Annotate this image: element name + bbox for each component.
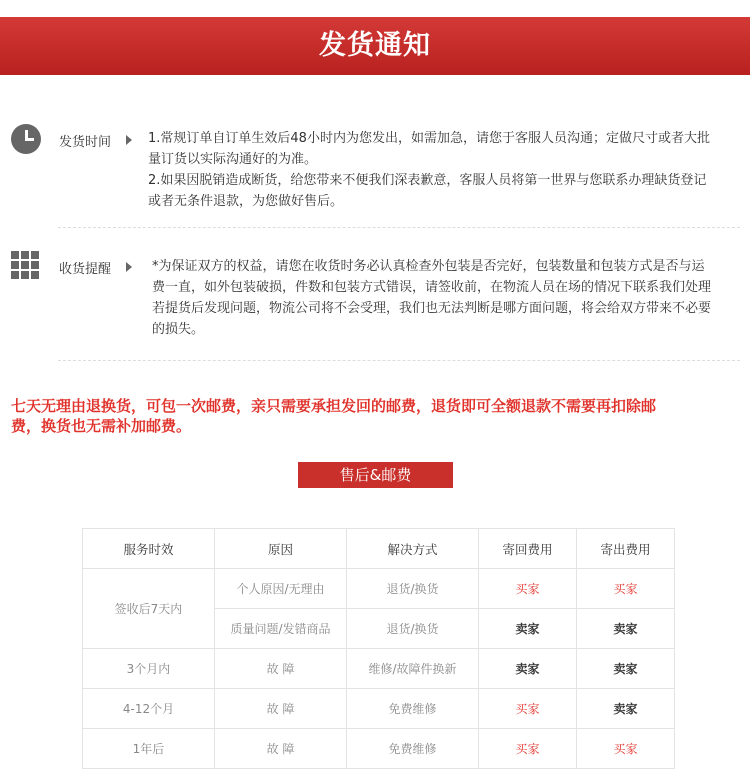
return-fee-cell: 买家	[479, 569, 577, 609]
arrow-right-icon	[126, 135, 132, 145]
send-fee-cell: 卖家	[577, 689, 675, 729]
header-banner	[0, 17, 750, 75]
table-row	[83, 649, 675, 689]
solution-cell: 退货/换货	[347, 609, 479, 649]
text-line: 若提货后发现问题，物流公司将不会受理，我们也无法判断是哪方面问题，将会给双方带来不必要	[152, 301, 712, 316]
receiving-reminder-label: 收货提醒	[59, 262, 112, 277]
text-line: 量订货以实际沟通好的为准。	[148, 152, 318, 167]
period-cell: 签收后7天内	[83, 569, 215, 649]
send-fee-cell: 买家	[577, 569, 675, 609]
period-cell: 3个月内	[83, 649, 215, 689]
header-solution: 解决方式	[347, 529, 479, 569]
text-line: 或者无条件退款，为您做好售后。	[148, 194, 344, 209]
reason-cell: 故 障	[215, 689, 347, 729]
table-header-row	[83, 529, 675, 569]
header-period: 服务时效	[83, 529, 215, 569]
divider	[58, 227, 740, 228]
text-line: *为保证双方的权益，请您在收货时务必认真检查外包装是否完好，包装数量和包装方式是否与运	[152, 259, 705, 274]
text-line: 2.如果因脱销造成断货，给您带来不便我们深表歉意，客服人员将第一世界与您联系办理缺货登记	[148, 173, 707, 188]
reason-cell: 质量问题/发错商品	[215, 609, 347, 649]
clock-icon	[11, 124, 41, 154]
text-line: 1.常规订单自订单生效后48小时内为您发出，如需加急，请您于客服人员沟通；定做尺寸或者大批	[148, 131, 710, 146]
return-fee-cell: 卖家	[479, 649, 577, 689]
solution-cell: 退货/换货	[347, 569, 479, 609]
notice-line: 费，换货也无需补加邮费。	[11, 417, 192, 435]
text-line: 费一直，如外包装破损，件数和包装方式错误，请签收前，在物流人员在场的情况下联系我们处理	[152, 280, 712, 295]
solution-cell: 维修/故障件换新	[347, 649, 479, 689]
return-fee-cell: 卖家	[479, 609, 577, 649]
send-fee-cell: 卖家	[577, 649, 675, 689]
reason-cell: 个人原因/无理由	[215, 569, 347, 609]
grid-icon	[11, 251, 40, 280]
banner-title: 发货通知	[319, 30, 431, 61]
after-sales-shipping-heading: 售后&邮费	[298, 462, 453, 488]
header-return-fee: 寄回费用	[479, 529, 577, 569]
divider	[58, 360, 740, 361]
header-send-fee: 寄出费用	[577, 529, 675, 569]
period-cell: 1年后	[83, 729, 215, 769]
text-line: 的损失。	[152, 322, 205, 337]
shipping-time-label: 发货时间	[59, 135, 112, 150]
send-fee-cell: 卖家	[577, 609, 675, 649]
arrow-right-icon	[126, 262, 132, 272]
solution-cell: 免费维修	[347, 689, 479, 729]
return-policy-notice	[11, 396, 656, 436]
table-row	[83, 569, 675, 609]
return-fee-cell: 买家	[479, 689, 577, 729]
notice-line: 七天无理由退换货，可包一次邮费，亲只需要承担发回的邮费，退货即可全额退款不需要再扣除邮	[11, 397, 657, 415]
period-cell: 4-12个月	[83, 689, 215, 729]
receiving-reminder-text	[152, 256, 711, 340]
table-row	[83, 729, 675, 769]
table-row	[83, 689, 675, 729]
return-fee-cell: 买家	[479, 729, 577, 769]
solution-cell: 免费维修	[347, 729, 479, 769]
send-fee-cell: 买家	[577, 729, 675, 769]
reason-cell: 故 障	[215, 649, 347, 689]
shipping-time-text	[148, 128, 710, 212]
reason-cell: 故 障	[215, 729, 347, 769]
after-sales-table	[82, 528, 675, 769]
header-reason: 原因	[215, 529, 347, 569]
